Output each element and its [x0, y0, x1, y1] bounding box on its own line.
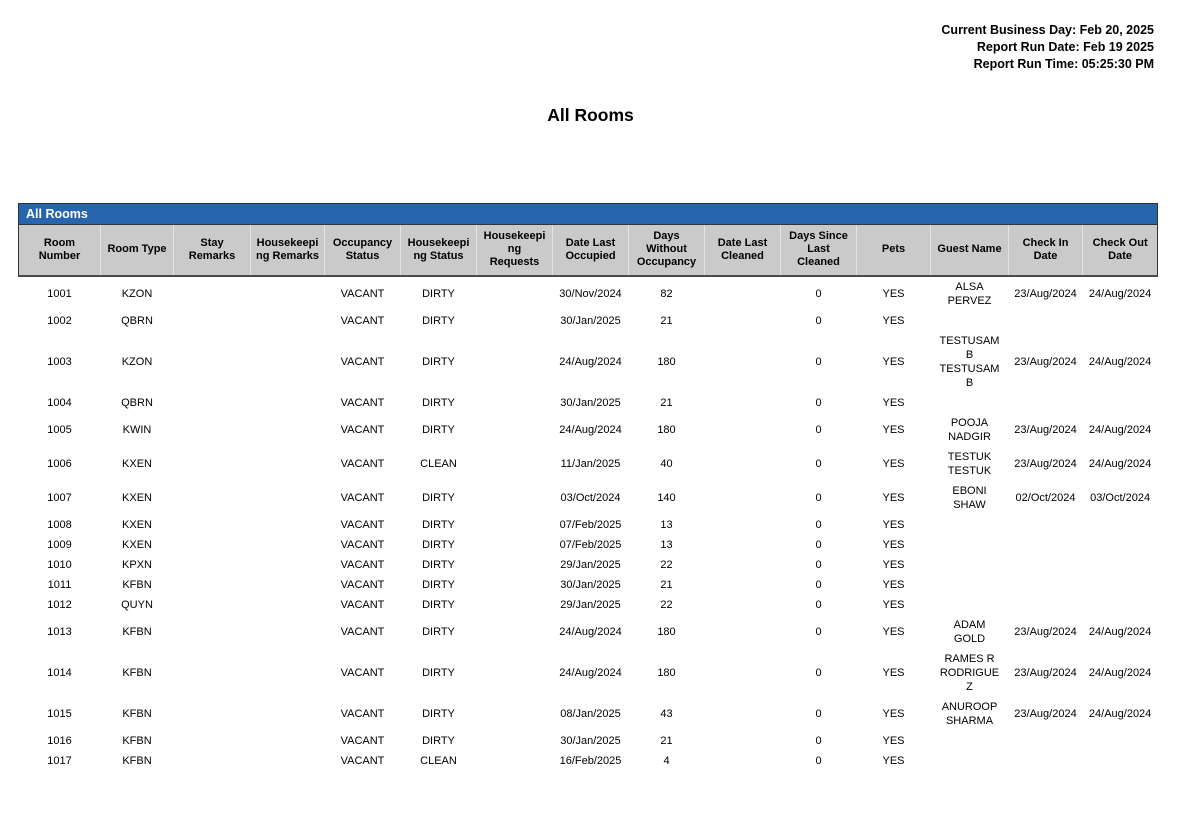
cell-days-without-occupancy: 180 [657, 666, 676, 679]
cell-days-since-last-cleaned: 0 [815, 423, 822, 436]
cell-stay-remarks [174, 447, 251, 481]
cell-check-out-date: 24/Aug/2024 [1088, 666, 1152, 679]
cell-guest-name [931, 731, 1009, 751]
cell-check-in-date [1009, 575, 1083, 595]
cell-date-last-occupied: 24/Aug/2024 [559, 666, 622, 679]
cell-room-type: KXEN [122, 518, 152, 531]
cell-guest-name: ANUROOP SHARMA [941, 700, 998, 727]
cell-housekeeping-requests [477, 447, 553, 481]
cell-days-since-last-cleaned: 0 [815, 396, 822, 409]
cell-days-since-last-cleaned: 0 [815, 625, 822, 638]
cell-housekeeping-remarks [251, 413, 325, 447]
cell-room-number: 1012 [47, 598, 72, 611]
cell-housekeeping-remarks [251, 731, 325, 751]
cell-days-without-occupancy: 180 [657, 625, 676, 638]
cell-occupancy-status: VACANT [340, 423, 385, 436]
cell-check-out-date: 24/Aug/2024 [1088, 423, 1152, 436]
table-row [19, 595, 1158, 615]
cell-room-type: QBRN [121, 396, 153, 409]
cell-guest-name [931, 575, 1009, 595]
cell-housekeeping-remarks [251, 649, 325, 697]
cell-days-since-last-cleaned: 0 [815, 355, 822, 368]
table-row [19, 481, 1158, 515]
column-header-row [19, 225, 1158, 276]
cell-days-since-last-cleaned: 0 [815, 734, 822, 747]
cell-check-in-date [1009, 515, 1083, 535]
cell-date-last-cleaned [705, 447, 781, 481]
cell-occupancy-status: VACANT [340, 355, 385, 368]
cell-occupancy-status: VACANT [340, 578, 385, 591]
cell-occupancy-status: VACANT [340, 287, 385, 300]
cell-days-since-last-cleaned: 0 [815, 457, 822, 470]
cell-date-last-occupied: 30/Jan/2025 [560, 578, 621, 591]
cell-room-type: KFBN [122, 578, 152, 591]
cell-date-last-occupied: 03/Oct/2024 [560, 491, 621, 504]
cell-days-since-last-cleaned: 0 [815, 598, 822, 611]
column-header-days-since-last-cleaned: Days Since Last Cleaned [781, 225, 857, 276]
cell-room-type: KXEN [122, 538, 152, 551]
column-header-date-last-occupied: Date Last Occupied [553, 225, 629, 276]
cell-guest-name: TESTUSAMB TESTUSAMB [939, 334, 1000, 389]
cell-occupancy-status: VACANT [340, 491, 385, 504]
cell-housekeeping-remarks [251, 535, 325, 555]
cell-days-without-occupancy: 82 [660, 287, 673, 300]
cell-days-without-occupancy: 43 [660, 707, 673, 720]
cell-check-out-date: 24/Aug/2024 [1088, 625, 1152, 638]
cell-guest-name [931, 535, 1009, 555]
cell-guest-name: ALSA PERVEZ [947, 280, 992, 307]
table-row [19, 331, 1158, 393]
cell-days-since-last-cleaned: 0 [815, 287, 822, 300]
report-info-block [941, 22, 1154, 73]
cell-housekeeping-status: DIRTY [422, 396, 455, 409]
cell-date-last-cleaned [705, 751, 781, 771]
cell-housekeeping-requests [477, 481, 553, 515]
cell-date-last-occupied: 07/Feb/2025 [559, 538, 622, 551]
cell-room-number: 1010 [47, 558, 72, 571]
cell-check-out-date: 24/Aug/2024 [1088, 707, 1152, 720]
cell-housekeeping-status: DIRTY [422, 518, 455, 531]
cell-occupancy-status: VACANT [340, 314, 385, 327]
cell-stay-remarks [174, 413, 251, 447]
cell-stay-remarks [174, 555, 251, 575]
cell-pets: YES [882, 538, 905, 551]
cell-occupancy-status: VACANT [340, 518, 385, 531]
cell-pets: YES [882, 491, 905, 504]
cell-check-out-date [1083, 393, 1158, 413]
cell-check-in-date: 23/Aug/2024 [1014, 707, 1077, 720]
cell-days-without-occupancy: 21 [660, 396, 673, 409]
cell-housekeeping-requests [477, 515, 553, 535]
cell-date-last-cleaned [705, 413, 781, 447]
cell-pets: YES [882, 423, 905, 436]
table-row [19, 615, 1158, 649]
cell-date-last-occupied: 07/Feb/2025 [559, 518, 622, 531]
column-header-occupancy-status: Occupancy Status [325, 225, 401, 276]
cell-guest-name: RAMES R RODRIGUEZ [939, 652, 1000, 693]
column-header-guest-name: Guest Name [931, 225, 1009, 276]
cell-housekeeping-requests [477, 575, 553, 595]
cell-stay-remarks [174, 311, 251, 331]
cell-check-in-date [1009, 555, 1083, 575]
cell-stay-remarks [174, 331, 251, 393]
cell-stay-remarks [174, 731, 251, 751]
cell-housekeeping-requests [477, 413, 553, 447]
cell-housekeeping-remarks [251, 515, 325, 535]
cell-occupancy-status: VACANT [340, 598, 385, 611]
cell-pets: YES [882, 625, 905, 638]
cell-guest-name [931, 515, 1009, 535]
cell-room-type: QBRN [121, 314, 153, 327]
cell-pets: YES [882, 754, 905, 767]
cell-days-since-last-cleaned: 0 [815, 538, 822, 551]
cell-date-last-occupied: 29/Jan/2025 [560, 598, 621, 611]
cell-room-type: KZON [121, 287, 153, 300]
cell-pets: YES [882, 287, 905, 300]
cell-pets: YES [882, 355, 905, 368]
cell-housekeeping-status: DIRTY [422, 578, 455, 591]
cell-stay-remarks [174, 697, 251, 731]
cell-days-since-last-cleaned: 0 [815, 558, 822, 571]
cell-stay-remarks [174, 276, 251, 311]
cell-housekeeping-remarks [251, 311, 325, 331]
cell-housekeeping-requests [477, 751, 553, 771]
column-header-pets: Pets [857, 225, 931, 276]
cell-housekeeping-remarks [251, 331, 325, 393]
cell-date-last-cleaned [705, 535, 781, 555]
cell-date-last-cleaned [705, 393, 781, 413]
cell-room-type: KFBN [122, 754, 152, 767]
table-row [19, 393, 1158, 413]
cell-housekeeping-status: DIRTY [422, 314, 455, 327]
cell-pets: YES [882, 707, 905, 720]
cell-date-last-occupied: 30/Nov/2024 [559, 287, 622, 300]
cell-check-in-date [1009, 535, 1083, 555]
cell-date-last-occupied: 30/Jan/2025 [560, 396, 621, 409]
cell-stay-remarks [174, 649, 251, 697]
cell-housekeeping-status: DIRTY [422, 625, 455, 638]
cell-room-number: 1004 [47, 396, 72, 409]
cell-pets: YES [882, 518, 905, 531]
cell-date-last-occupied: 24/Aug/2024 [559, 625, 622, 638]
cell-room-type: QUYN [121, 598, 153, 611]
cell-housekeeping-status: DIRTY [422, 538, 455, 551]
cell-days-since-last-cleaned: 0 [815, 707, 822, 720]
cell-days-since-last-cleaned: 0 [815, 666, 822, 679]
cell-room-type: KZON [121, 355, 153, 368]
cell-check-in-date: 02/Oct/2024 [1015, 491, 1076, 504]
cell-days-without-occupancy: 180 [657, 423, 676, 436]
table-row [19, 575, 1158, 595]
cell-room-type: KWIN [122, 423, 152, 436]
section-header: All Rooms [19, 204, 1158, 225]
cell-days-without-occupancy: 21 [660, 734, 673, 747]
cell-housekeeping-status: CLEAN [420, 754, 457, 767]
table-row [19, 697, 1158, 731]
cell-room-type: KXEN [122, 457, 152, 470]
cell-housekeeping-remarks [251, 447, 325, 481]
column-header-days-without-occupancy: Days Without Occupancy [629, 225, 705, 276]
cell-check-in-date [1009, 751, 1083, 771]
cell-date-last-cleaned [705, 595, 781, 615]
cell-days-without-occupancy: 13 [660, 538, 673, 551]
cell-days-since-last-cleaned: 0 [815, 314, 822, 327]
cell-days-without-occupancy: 4 [663, 754, 670, 767]
cell-check-out-date [1083, 575, 1158, 595]
cell-date-last-cleaned [705, 575, 781, 595]
cell-stay-remarks [174, 515, 251, 535]
cell-guest-name [931, 393, 1009, 413]
cell-pets: YES [882, 558, 905, 571]
cell-housekeeping-status: DIRTY [422, 355, 455, 368]
cell-date-last-cleaned [705, 276, 781, 311]
table-row [19, 276, 1158, 311]
cell-check-out-date [1083, 515, 1158, 535]
cell-occupancy-status: VACANT [340, 558, 385, 571]
cell-guest-name: ADAM GOLD [953, 618, 986, 645]
all-rooms-table [18, 203, 1158, 771]
cell-stay-remarks [174, 481, 251, 515]
cell-date-last-cleaned [705, 649, 781, 697]
cell-date-last-occupied: 30/Jan/2025 [560, 314, 621, 327]
table-row [19, 535, 1158, 555]
column-header-room-type: Room Type [101, 225, 174, 276]
page-title: All Rooms [547, 105, 634, 125]
cell-check-out-date [1083, 311, 1158, 331]
cell-occupancy-status: VACANT [340, 666, 385, 679]
cell-date-last-occupied: 30/Jan/2025 [560, 734, 621, 747]
cell-check-out-date: 24/Aug/2024 [1088, 355, 1152, 368]
cell-days-without-occupancy: 21 [660, 578, 673, 591]
cell-date-last-cleaned [705, 731, 781, 751]
cell-occupancy-status: VACANT [340, 625, 385, 638]
table-row [19, 413, 1158, 447]
cell-stay-remarks [174, 575, 251, 595]
cell-date-last-occupied: 11/Jan/2025 [560, 457, 621, 470]
cell-pets: YES [882, 578, 905, 591]
cell-housekeeping-status: DIRTY [422, 491, 455, 504]
cell-check-out-date [1083, 751, 1158, 771]
table-row [19, 649, 1158, 697]
cell-housekeeping-requests [477, 649, 553, 697]
cell-room-number: 1006 [47, 457, 72, 470]
cell-check-in-date: 23/Aug/2024 [1014, 457, 1077, 470]
cell-days-without-occupancy: 22 [660, 598, 673, 611]
column-header-check-in-date: Check In Date [1009, 225, 1083, 276]
cell-housekeeping-requests [477, 276, 553, 311]
cell-days-since-last-cleaned: 0 [815, 518, 822, 531]
cell-check-in-date [1009, 595, 1083, 615]
cell-housekeeping-requests [477, 311, 553, 331]
cell-occupancy-status: VACANT [340, 754, 385, 767]
cell-check-out-date [1083, 731, 1158, 751]
cell-check-in-date [1009, 311, 1083, 331]
cell-guest-name [931, 311, 1009, 331]
cell-days-without-occupancy: 140 [657, 491, 676, 504]
cell-housekeeping-status: CLEAN [420, 457, 457, 470]
cell-guest-name: POOJA NADGIR [948, 416, 991, 443]
cell-room-type: KPXN [122, 558, 152, 571]
cell-room-number: 1002 [47, 314, 72, 327]
cell-guest-name: TESTUK TESTUK [947, 450, 992, 477]
cell-stay-remarks [174, 393, 251, 413]
table-row [19, 751, 1158, 771]
cell-days-without-occupancy: 22 [660, 558, 673, 571]
cell-housekeeping-remarks [251, 393, 325, 413]
cell-date-last-occupied: 29/Jan/2025 [560, 558, 621, 571]
cell-housekeeping-requests [477, 535, 553, 555]
cell-date-last-cleaned [705, 481, 781, 515]
report-run-date: Report Run Date: Feb 19 2025 [976, 40, 1154, 54]
cell-date-last-cleaned [705, 697, 781, 731]
cell-check-in-date: 23/Aug/2024 [1014, 355, 1077, 368]
cell-check-in-date: 23/Aug/2024 [1014, 287, 1077, 300]
cell-housekeeping-status: DIRTY [422, 558, 455, 571]
cell-stay-remarks [174, 615, 251, 649]
cell-date-last-cleaned [705, 555, 781, 575]
cell-stay-remarks [174, 535, 251, 555]
cell-room-number: 1013 [47, 625, 72, 638]
cell-pets: YES [882, 734, 905, 747]
cell-housekeeping-requests [477, 595, 553, 615]
cell-room-number: 1008 [47, 518, 72, 531]
cell-housekeeping-requests [477, 393, 553, 413]
cell-occupancy-status: VACANT [340, 707, 385, 720]
cell-check-in-date [1009, 393, 1083, 413]
cell-housekeeping-requests [477, 331, 553, 393]
column-header-date-last-cleaned: Date Last Cleaned [705, 225, 781, 276]
current-business-day: Current Business Day: Feb 20, 2025 [941, 23, 1154, 37]
cell-housekeeping-requests [477, 697, 553, 731]
cell-days-since-last-cleaned: 0 [815, 754, 822, 767]
cell-pets: YES [882, 666, 905, 679]
cell-room-number: 1017 [47, 754, 72, 767]
rooms-table-body [19, 276, 1158, 771]
cell-housekeeping-status: DIRTY [422, 598, 455, 611]
cell-room-number: 1001 [47, 287, 72, 300]
cell-room-type: KXEN [122, 491, 152, 504]
cell-room-number: 1011 [47, 578, 72, 591]
cell-days-since-last-cleaned: 0 [815, 491, 822, 504]
cell-housekeeping-remarks [251, 555, 325, 575]
column-header-housekeeping-remarks: Housekeeping Remarks [251, 225, 325, 276]
cell-days-without-occupancy: 180 [657, 355, 676, 368]
cell-pets: YES [882, 396, 905, 409]
cell-room-type: KFBN [122, 666, 152, 679]
table-row [19, 515, 1158, 535]
table-row [19, 555, 1158, 575]
cell-date-last-cleaned [705, 615, 781, 649]
cell-days-without-occupancy: 13 [660, 518, 673, 531]
cell-housekeeping-remarks [251, 615, 325, 649]
cell-guest-name: EBONI SHAW [952, 484, 987, 511]
cell-occupancy-status: VACANT [340, 734, 385, 747]
cell-pets: YES [882, 314, 905, 327]
cell-room-number: 1007 [47, 491, 72, 504]
cell-date-last-cleaned [705, 311, 781, 331]
cell-check-out-date: 03/Oct/2024 [1090, 491, 1151, 504]
cell-check-in-date: 23/Aug/2024 [1014, 625, 1077, 638]
cell-housekeeping-status: DIRTY [422, 423, 455, 436]
cell-housekeeping-requests [477, 615, 553, 649]
cell-pets: YES [882, 457, 905, 470]
cell-room-number: 1016 [47, 734, 72, 747]
cell-housekeeping-remarks [251, 575, 325, 595]
cell-days-since-last-cleaned: 0 [815, 578, 822, 591]
cell-housekeeping-requests [477, 555, 553, 575]
cell-stay-remarks [174, 751, 251, 771]
column-header-housekeeping-requests: Housekeeping Requests [477, 225, 553, 276]
cell-housekeeping-status: DIRTY [422, 666, 455, 679]
cell-room-number: 1014 [47, 666, 72, 679]
cell-check-out-date [1083, 555, 1158, 575]
table-row [19, 447, 1158, 481]
cell-occupancy-status: VACANT [340, 457, 385, 470]
cell-date-last-cleaned [705, 331, 781, 393]
cell-room-type: KFBN [122, 625, 152, 638]
column-header-room-number: Room Number [19, 225, 101, 276]
cell-check-out-date: 24/Aug/2024 [1088, 287, 1152, 300]
table-row [19, 731, 1158, 751]
cell-housekeeping-requests [477, 731, 553, 751]
cell-check-out-date: 24/Aug/2024 [1088, 457, 1152, 470]
cell-date-last-occupied: 16/Feb/2025 [559, 754, 622, 767]
cell-days-without-occupancy: 21 [660, 314, 673, 327]
cell-days-without-occupancy: 40 [660, 457, 673, 470]
cell-check-in-date: 23/Aug/2024 [1014, 666, 1077, 679]
report-run-time: Report Run Time: 05:25:30 PM [973, 57, 1154, 71]
cell-date-last-occupied: 24/Aug/2024 [559, 355, 622, 368]
cell-housekeeping-status: DIRTY [422, 707, 455, 720]
column-header-check-out-date: Check Out Date [1083, 225, 1158, 276]
cell-guest-name [931, 595, 1009, 615]
cell-occupancy-status: VACANT [340, 538, 385, 551]
cell-room-number: 1009 [47, 538, 72, 551]
cell-room-number: 1003 [47, 355, 72, 368]
cell-stay-remarks [174, 595, 251, 615]
cell-room-type: KFBN [122, 707, 152, 720]
cell-pets: YES [882, 598, 905, 611]
cell-date-last-occupied: 08/Jan/2025 [560, 707, 621, 720]
cell-check-out-date [1083, 595, 1158, 615]
column-header-housekeeping-status: Housekeeping Status [401, 225, 477, 276]
cell-housekeeping-remarks [251, 276, 325, 311]
cell-housekeeping-remarks [251, 481, 325, 515]
cell-housekeeping-remarks [251, 697, 325, 731]
cell-room-number: 1005 [47, 423, 72, 436]
table-row [19, 311, 1158, 331]
cell-date-last-occupied: 24/Aug/2024 [559, 423, 622, 436]
cell-guest-name [931, 555, 1009, 575]
cell-housekeeping-remarks [251, 595, 325, 615]
cell-check-out-date [1083, 535, 1158, 555]
cell-housekeeping-status: DIRTY [422, 734, 455, 747]
cell-date-last-cleaned [705, 515, 781, 535]
cell-occupancy-status: VACANT [340, 396, 385, 409]
all-rooms-table-container [18, 203, 1157, 771]
cell-housekeeping-status: DIRTY [422, 287, 455, 300]
cell-check-in-date: 23/Aug/2024 [1014, 423, 1077, 436]
cell-guest-name [931, 751, 1009, 771]
cell-housekeeping-remarks [251, 751, 325, 771]
column-header-stay-remarks: Stay Remarks [174, 225, 251, 276]
cell-check-in-date [1009, 731, 1083, 751]
section-header-row [19, 204, 1158, 225]
cell-room-number: 1015 [47, 707, 72, 720]
cell-room-type: KFBN [122, 734, 152, 747]
